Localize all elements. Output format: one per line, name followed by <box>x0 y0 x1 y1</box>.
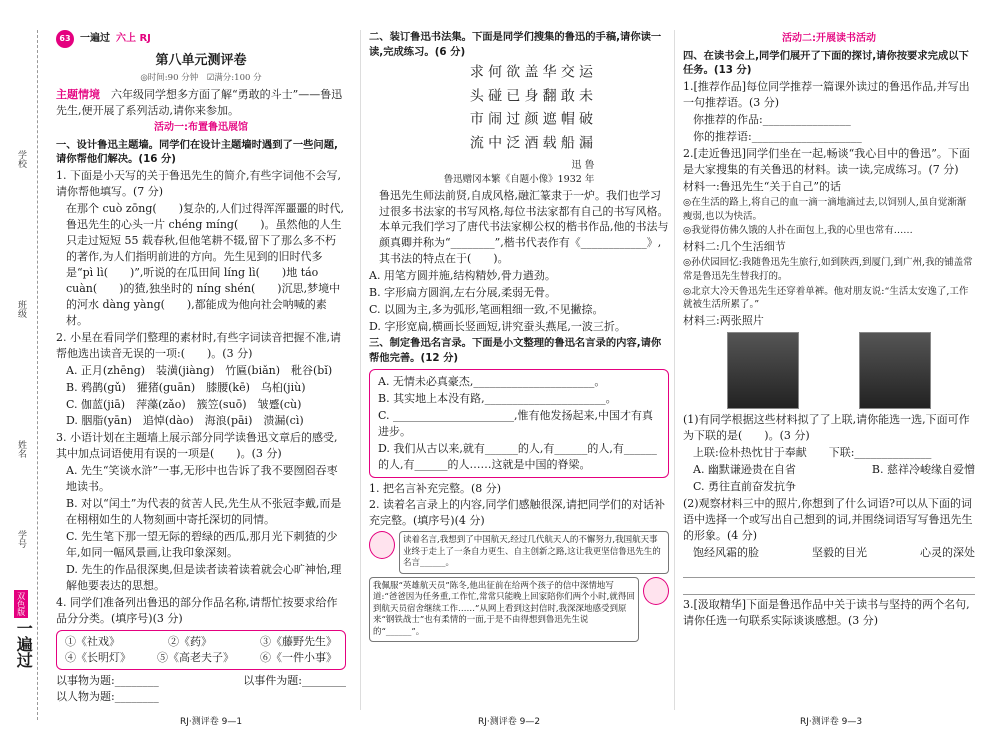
theme-text: 六年级同学想多方面了解“勇敢的斗士”——鲁迅先生,便开展了系列活动,请你来参加。 <box>56 88 343 118</box>
word-choice: 坚毅的目光 <box>812 545 867 559</box>
couplet-option: A. 幽默谦逊贵在自省 <box>693 462 796 476</box>
question-1: 1. 下面是小天写的关于鲁迅先生的简介,有些字词他不会写,请你帮他填写。(7 分) <box>56 169 341 199</box>
quote-item[interactable]: A. 无情未必真豪杰,______________________。 <box>378 374 606 388</box>
question-3-option: A. 先生“笑谈水浒”一事,无形中也告诉了我不要囫囵吞枣地读书。 <box>66 464 338 494</box>
name-label: 姓名 <box>16 440 27 458</box>
section-3-heading: 三、制定鲁迅名言录。下面是小文整理的鲁迅名言录的内容,请你帮他完善。(12 分) <box>369 337 662 364</box>
work-item: ④《长明灯》 <box>65 650 131 664</box>
page-3 <box>674 30 975 710</box>
question-3-option: C. 先生笔下那一望无际的碧绿的西瓜,那月光下刺猹的少年,如同一幅风景画,让我印象深刻。 <box>66 530 338 559</box>
material-item: ◎北京大冷天鲁迅先生还穿着单裤。他对朋友说:“生活太安逸了,工作就被生活所累了。” <box>683 285 969 311</box>
exam-meta: ◎时间:90 分钟 ☑满分:100 分 <box>140 72 262 83</box>
couplet-answer[interactable]: 上联:俭朴热忱甘于奉献 下联:______________ <box>693 446 932 460</box>
page-footer: RJ·测评卷 9—1 <box>180 717 243 727</box>
material-3-title: 材料三:两张照片 <box>683 314 764 328</box>
material-item: ◎在生活的路上,将自己的血一滴一滴地滴过去,以饲别人,虽自觉渐渐瘦弱,也以为快活。 <box>683 196 967 222</box>
section-2-option: D. 字形宽扁,横画长竖画短,讲究蚕头燕尾,一波三折。 <box>369 320 626 334</box>
question-3: 3. 小语计划在主题墙上展示部分同学读鲁迅文章后的感受,其中加点词语使用有误的一项是( )。(3 分) <box>56 431 338 461</box>
calligraphy-line: 未敢翻身已碰头 <box>467 87 593 102</box>
cut-line <box>37 30 38 720</box>
couplet-option: B. 慈祥冷峻缘自爱憎 <box>871 462 975 476</box>
speech-bubble: 我佩服“英雄航天员”陈冬,他出征前在给两个孩子的信中深情地写道:“爸爸因为任务重,工作忙,常常只能晚上回家陪你们两个小时,就得回到航天员宿舍继续工作……”从网上看到这封信时,我深深地感受到原来“钢铁战士”也有柔情的一面,于是不由得想到鲁迅先生说的“______”。 <box>369 577 639 642</box>
category-answer[interactable]: 以事物为题:________ <box>56 673 159 687</box>
question-4: 4. 同学们准备列出鲁迅的部分作品名称,请帮忙按要求给作品分分类。(填序号)(3 分) <box>56 595 338 625</box>
theme-context <box>56 87 346 119</box>
work-item: ⑥《一件小事》 <box>260 650 337 664</box>
series-name: 一遍过 <box>80 32 110 44</box>
calligraphy-line: 漏船载酒泛中流 <box>467 135 593 150</box>
material-item: ◎我觉得仿佛久饿的人扑在面包上,我的心里也常有…… <box>683 225 913 237</box>
couplet-options <box>683 462 975 478</box>
theme-label: 主题情境 <box>56 88 100 102</box>
activity-1-heading: 活动一:布置鲁迅展馆 <box>154 122 248 134</box>
binding-margin <box>0 0 46 735</box>
page-header <box>56 30 346 48</box>
material-2-title: 材料二:几个生活细节 <box>683 240 786 254</box>
quote-item[interactable]: C. ______________________,惟有他发扬起来,中国才有真进步。 <box>378 408 654 438</box>
question-2-option: C. 伽蓝(jiā) 萍藻(zǎo) 簇笠(suō) 皱蹙(cù) <box>66 397 302 411</box>
calligraphy-line: 破帽遮颜过闹市 <box>467 111 593 126</box>
question-3-1: 1. 把名言补充完整。(8 分) <box>369 481 502 495</box>
section-2-passage: 鲁迅先生师法前贤,自成风格,融汇篆隶于一炉。我们也学习过很多书法家的书写风格,每位书法家都有自己的书写风格。本单元我们学习了唐代书法家柳公权的楷书作品,他的书法与颜真卿并称为“________”,楷书代表作有《____________》,其书法的特点在于( )。 <box>379 188 669 266</box>
task-2-question-2: (2)观察材料三中的照片,你想到了什么词语?可以从下面的词语中选择一个或写出自己想到的词,并围绕词语写写鲁迅先生的形象。(4 分) <box>683 496 973 542</box>
photo-row <box>683 332 975 409</box>
work-item: ②《药》 <box>168 634 212 648</box>
lu-xun-with-child-photo <box>859 332 931 409</box>
quotes-box <box>369 369 669 478</box>
calligraphy-image <box>444 64 594 169</box>
word-choice: 饱经风霜的脸 <box>693 545 759 559</box>
edition-badge: 双色版 <box>14 590 28 618</box>
works-list-box <box>56 630 346 670</box>
task-2-question-1: (1)有同学根据这些材料拟了了上联,请你能选一选,下面可作为下联的是( )。(3 分) <box>683 413 970 443</box>
question-2-option: B. 鸦鹊(gǔ) 獾猪(guān) 膝腰(kē) 乌桕(jiù) <box>66 380 306 394</box>
page-2 <box>360 30 669 710</box>
word-choice: 心灵的深处 <box>920 545 975 559</box>
id-label: 学号 <box>16 530 27 548</box>
question-2-option: D. 胭脂(yān) 追悼(dào) 海浪(pāi) 溃漏(cì) <box>66 414 304 428</box>
lu-xun-photo <box>727 332 799 409</box>
work-item: ①《社戏》 <box>65 634 120 648</box>
quote-item[interactable]: B. 其实地上本没有路,______________________。 <box>378 391 617 405</box>
section-4-heading: 四、在读书会上,同学们展开了下面的探讨,请你按要求完成以下任务。(13 分) <box>683 49 969 77</box>
school-label: 学校 <box>16 150 27 168</box>
activity-2-heading: 活动二:开展读书活动 <box>782 33 876 44</box>
speech-bubble: 读着名言,我想到了中国航天,经过几代航天人的不懈努力,我国航天事业终于走上了一条自力更生、自主创新之路,这让我更坚信鲁迅先生的名言______。 <box>399 531 669 573</box>
word-choices <box>683 545 975 561</box>
calligraphy-signature: 鲁迅 <box>569 158 593 169</box>
series-logo-icon: 63 <box>56 30 74 48</box>
couplet-option: C. 勇往直前奋发抗争 <box>693 479 797 493</box>
section-2-option: C. 以圆为主,多为弧形,笔画粗细一致,不见撇捺。 <box>369 303 604 317</box>
student-avatar-icon <box>643 577 669 605</box>
work-item: ⑤《高老夫子》 <box>157 650 234 664</box>
section-2-option: A. 用笔方圆并施,结构精妙,骨力遒劲。 <box>369 269 556 283</box>
question-2-option: A. 正月(zhēng) 装潢(jiàng) 竹匾(biǎn) 秕谷(bǐ) <box>66 363 333 377</box>
page-footer: RJ·测评卷 9—3 <box>800 717 863 727</box>
task-1-answer[interactable]: 你的推荐语:____________________ <box>693 130 862 144</box>
quote-item[interactable]: D. 我们从古以来,就有______的人,有______的人,有______的人,有______的人……这就是中国的脊梁。 <box>378 441 657 471</box>
answer-line[interactable] <box>683 580 975 595</box>
student-avatar-icon <box>369 531 395 559</box>
question-3-option: D. 先生的作品很深奥,但是读者读着读着就会心旷神怡,理解他要表达的思想。 <box>66 562 342 592</box>
category-answer[interactable]: 以事件为题:________ <box>243 673 346 687</box>
page-title: 第八单元测评卷 <box>155 53 247 68</box>
dialogue-1 <box>369 531 669 573</box>
material-1-title: 材料一:鲁迅先生“关于自己”的话 <box>683 179 841 193</box>
question-2: 2. 小星在看同学们整理的素材时,有些字词读音把握不准,请帮他选出读音无误的一项:( )。(3 分) <box>56 330 341 360</box>
category-answer[interactable]: 以人物为题:________ <box>56 690 159 704</box>
question-3-option: B. 对以“闰土”为代表的贫苦人民,先生从不张冠李戴,而是在栩栩如生的人物刻画中寄托深切的同情。 <box>66 497 342 527</box>
task-1: 1.[推荐作品]每位同学推荐一篇课外读过的鲁迅作品,并写出一句推荐语。(3 分) <box>683 80 970 110</box>
grade-label: 六上 RJ <box>116 32 151 44</box>
dialogue-2 <box>369 577 669 642</box>
task-1-answer[interactable]: 你推荐的作品:________________ <box>693 113 851 127</box>
calligraphy-caption: 鲁迅赠冈本繁《自题小像》1932 年 <box>443 173 595 185</box>
page-footer: RJ·测评卷 9—2 <box>478 717 541 727</box>
work-item: ③《藤野先生》 <box>260 634 337 648</box>
material-item: ◎孙伏园回忆:我随鲁迅先生旅行,如到陕西,到厦门,到广州,我的铺盖常常是鲁迅先生替我打的。 <box>683 257 973 282</box>
section-1-heading: 一、设计鲁迅主题墙。同学们在设计主题墙时遇到了一些问题,请你帮他们解决。(16 分) <box>56 138 338 166</box>
section-2-heading: 二、装订鲁迅书法集。下面是同学们搜集的鲁迅的手稿,请你读一读,完成练习。(6 分) <box>369 31 662 58</box>
section-2-option: B. 字形扁方圆润,左右分展,柔弱无骨。 <box>369 286 557 300</box>
question-1-passage: 在那个 cuò zōng( )复杂的,人们过得浑浑噩噩的时代,鲁迅先生的心头一片 chéng míng( )。虽然他的人生只走过短短 55 载春秋,但他笔耕不辍,留下了那么多不朽的著作,为人们指明前进的方向。先生见到的旧时代多是“pì lì( )”,听说的在瓜田间 líng lì( )地 táo cuàn( )的猹,独坐时的 níng shén( )沉思,梦境中的河水 dàng yàng( ),都能成为他向社会呐喊的素材。 <box>66 202 344 327</box>
calligraphy-line: 运交华盖欲何求 <box>467 63 593 78</box>
answer-line[interactable] <box>683 563 975 578</box>
brand-logo: 一遍过 <box>14 620 34 668</box>
page-1 <box>56 30 346 710</box>
task-3: 3.[汲取精华]下面是鲁迅作品中关于读书与坚持的两个名句,请你任选一句联系实际谈谈感想。(3 分) <box>683 597 970 627</box>
task-2: 2.[走近鲁迅]同学们坐在一起,畅谈“我心目中的鲁迅”。下面是大家搜集的有关鲁迅的材料。读一读,完成练习。(7 分) <box>683 147 970 177</box>
question-3-2: 2. 读着名言录上的内容,同学们感触很深,请把同学们的对话补充完整。(填序号)(4 分) <box>369 498 665 528</box>
class-label: 班级 <box>16 300 27 318</box>
